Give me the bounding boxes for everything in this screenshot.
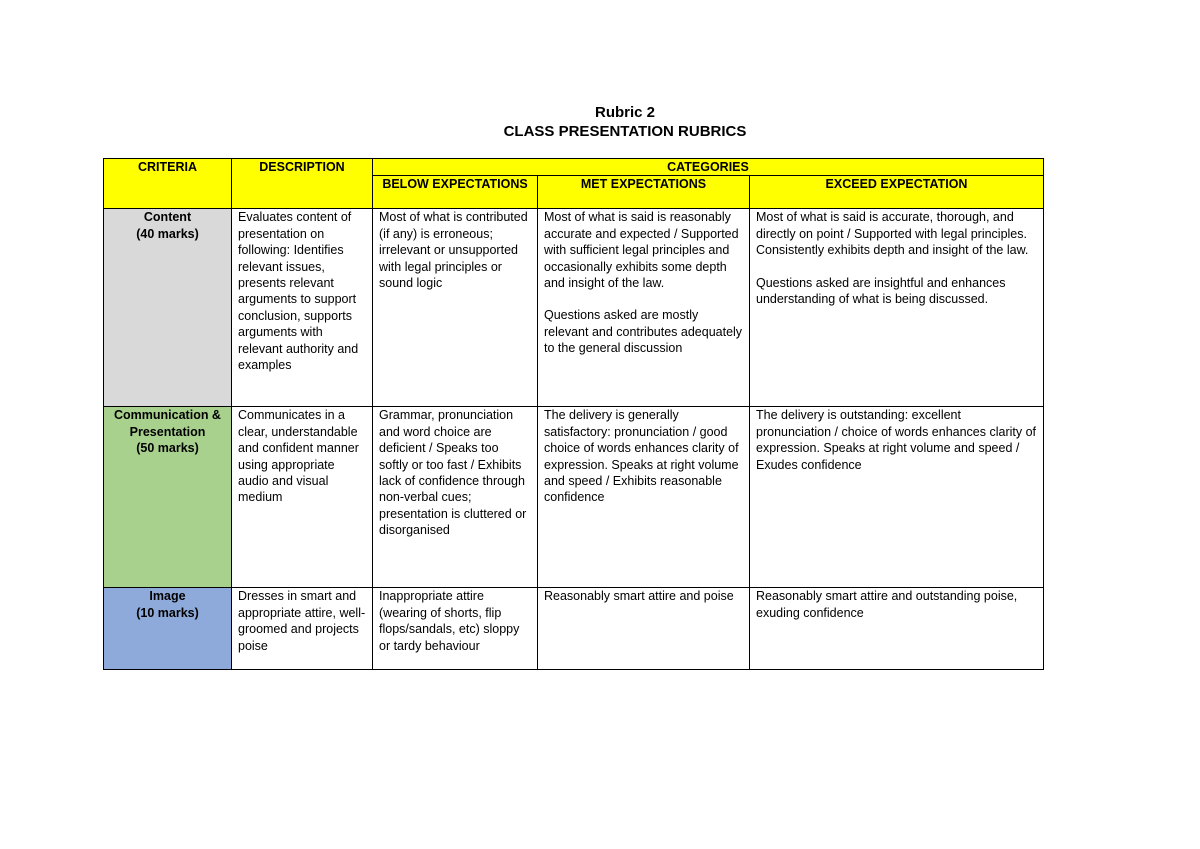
criteria-cell-communication <box>104 407 232 588</box>
table-row-communication <box>104 407 1044 588</box>
met-expectations-cell: The delivery is generally satisfactory: pronunciation / good choice of words enhances clarity of expression. Speaks at right volume and speed / Exhibits reasonable confidence <box>538 407 750 588</box>
paragraph-gap <box>544 291 743 307</box>
criteria-cell-image <box>104 588 232 670</box>
criteria-marks: (10 marks) <box>136 605 199 620</box>
paragraph-gap <box>756 259 1037 275</box>
criteria-cell-content <box>104 209 232 407</box>
description-cell: Dresses in smart and appropriate attire, well-groomed and projects poise <box>232 588 373 670</box>
exceed-paragraph-2: Questions asked are insightful and enhances understanding of what is being discussed. <box>756 275 1006 307</box>
description-cell: Communicates in a clear, understandable and confident manner using appropriate audio and visual medium <box>232 407 373 588</box>
exceed-expectation-cell: The delivery is outstanding: excellent pronunciation / choice of words enhances clarity of expression. Speaks at right volume and speed / Exudes confidence <box>750 407 1044 588</box>
criteria-name: Communication & Presentation <box>114 408 221 439</box>
below-expectations-cell: Most of what is contributed (if any) is erroneous; irrelevant or unsupported with legal principles or sound logic <box>373 209 538 407</box>
met-expectations-cell: Reasonably smart attire and poise <box>538 588 750 670</box>
table-row-image <box>104 588 1044 670</box>
exceed-paragraph-1: Most of what is said is accurate, thorough, and directly on point / Supported with legal principles. Consistently exhibits depth and insight of the law. <box>756 210 1029 258</box>
header-categories: CATEGORIES <box>373 159 1044 176</box>
criteria-name: Content <box>143 210 192 225</box>
exceed-expectation-cell <box>750 209 1044 407</box>
document-subtitle: CLASS PRESENTATION RUBRICS <box>503 123 747 140</box>
met-paragraph-1: Most of what is said is reasonably accurate and expected / Supported with sufficient legal principles and occasionally exhibits some depth and insight of the law. <box>544 210 739 291</box>
document-title: Rubric 2 <box>594 104 655 121</box>
header-row-top <box>104 159 1044 176</box>
header-exceed-expectation: EXCEED EXPECTATION <box>750 176 1044 209</box>
header-description: DESCRIPTION <box>232 159 373 209</box>
header-criteria: CRITERIA <box>104 159 232 209</box>
header-below-expectations: BELOW EXPECTATIONS <box>373 176 538 209</box>
header-met-expectations: MET EXPECTATIONS <box>538 176 750 209</box>
met-paragraph-2: Questions asked are mostly relevant and contributes adequately to the general discussion <box>544 308 743 356</box>
met-expectations-cell <box>538 209 750 407</box>
criteria-name: Image <box>149 589 186 604</box>
exceed-expectation-cell: Reasonably smart attire and outstanding poise, exuding confidence <box>750 588 1044 670</box>
below-expectations-cell: Inappropriate attire (wearing of shorts, flip flops/sandals, etc) sloppy or tardy behaviour <box>373 588 538 670</box>
description-cell: Evaluates content of presentation on following: Identifies relevant issues, presents relevant arguments to support conclusion, supports arguments with relevant authority and examples <box>232 209 373 407</box>
criteria-marks: (40 marks) <box>136 226 199 241</box>
criteria-marks: (50 marks) <box>136 441 199 456</box>
below-expectations-cell: Grammar, pronunciation and word choice are deficient / Speaks too softly or too fast / Exhibits lack of confidence through non-verbal cues; presentation is cluttered or disorganised <box>373 407 538 588</box>
rubric-table <box>103 158 1044 670</box>
table-row-content <box>104 209 1044 407</box>
